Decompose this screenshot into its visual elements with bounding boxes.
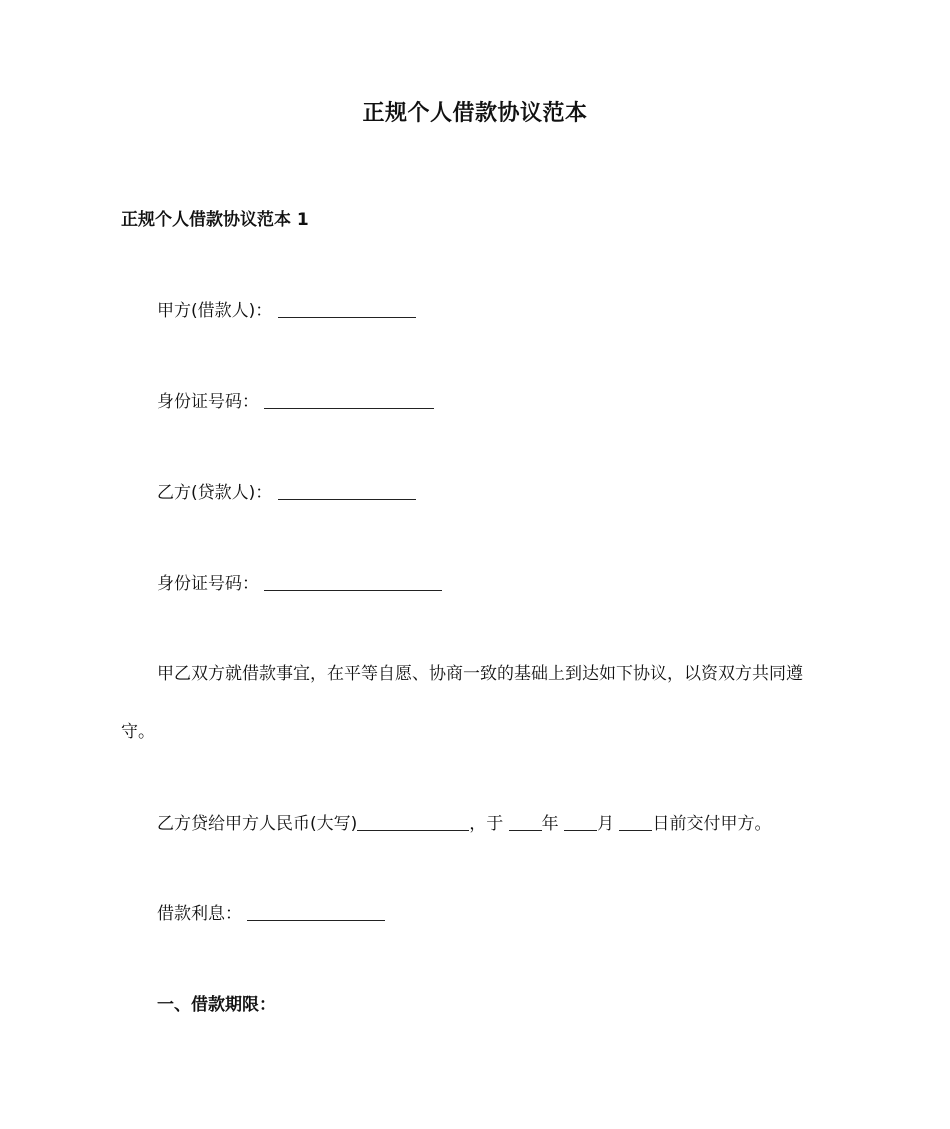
agreement-paragraph: 甲乙双方就借款事宜，在平等自愿、协商一致的基础上到达如下协议，以资双方共同遵守。: [121, 664, 803, 742]
party-a-blank: [278, 297, 416, 318]
party-a-id-label: 身份证号码：: [157, 392, 259, 412]
party-b-line: [157, 479, 416, 507]
party-a-label: 甲方(借款人)：: [157, 301, 273, 321]
interest-label: 借款利息：: [157, 904, 242, 924]
party-a-id-blank: [264, 388, 434, 409]
party-b-id-line: [157, 570, 442, 598]
interest-line: [157, 900, 385, 928]
loan-year: 年: [541, 814, 565, 834]
section-heading: 正规个人借款协议范本 1: [121, 210, 309, 230]
amount-blank: [357, 810, 469, 831]
loan-suffix: 日前交付甲方。: [652, 814, 772, 834]
party-b-label: 乙方(贷款人)：: [157, 483, 273, 503]
clause-one-heading: 一、借款期限：: [157, 995, 276, 1015]
party-b-id-label: 身份证号码：: [157, 574, 259, 594]
party-b-blank: [278, 479, 416, 500]
loan-prefix: 乙方贷给甲方人民币(大写): [157, 814, 358, 834]
party-a-id-line: [157, 388, 434, 416]
year-blank: [509, 810, 542, 831]
loan-amount-line: [157, 810, 771, 838]
party-b-id-blank: [264, 570, 442, 591]
interest-blank: [247, 900, 385, 921]
party-a-line: [157, 297, 416, 325]
document-title: 正规个人借款协议范本: [362, 101, 588, 126]
day-blank: [619, 810, 652, 831]
month-blank: [564, 810, 597, 831]
loan-month: 月: [597, 814, 620, 834]
loan-comma-yu: ，于: [469, 814, 509, 834]
